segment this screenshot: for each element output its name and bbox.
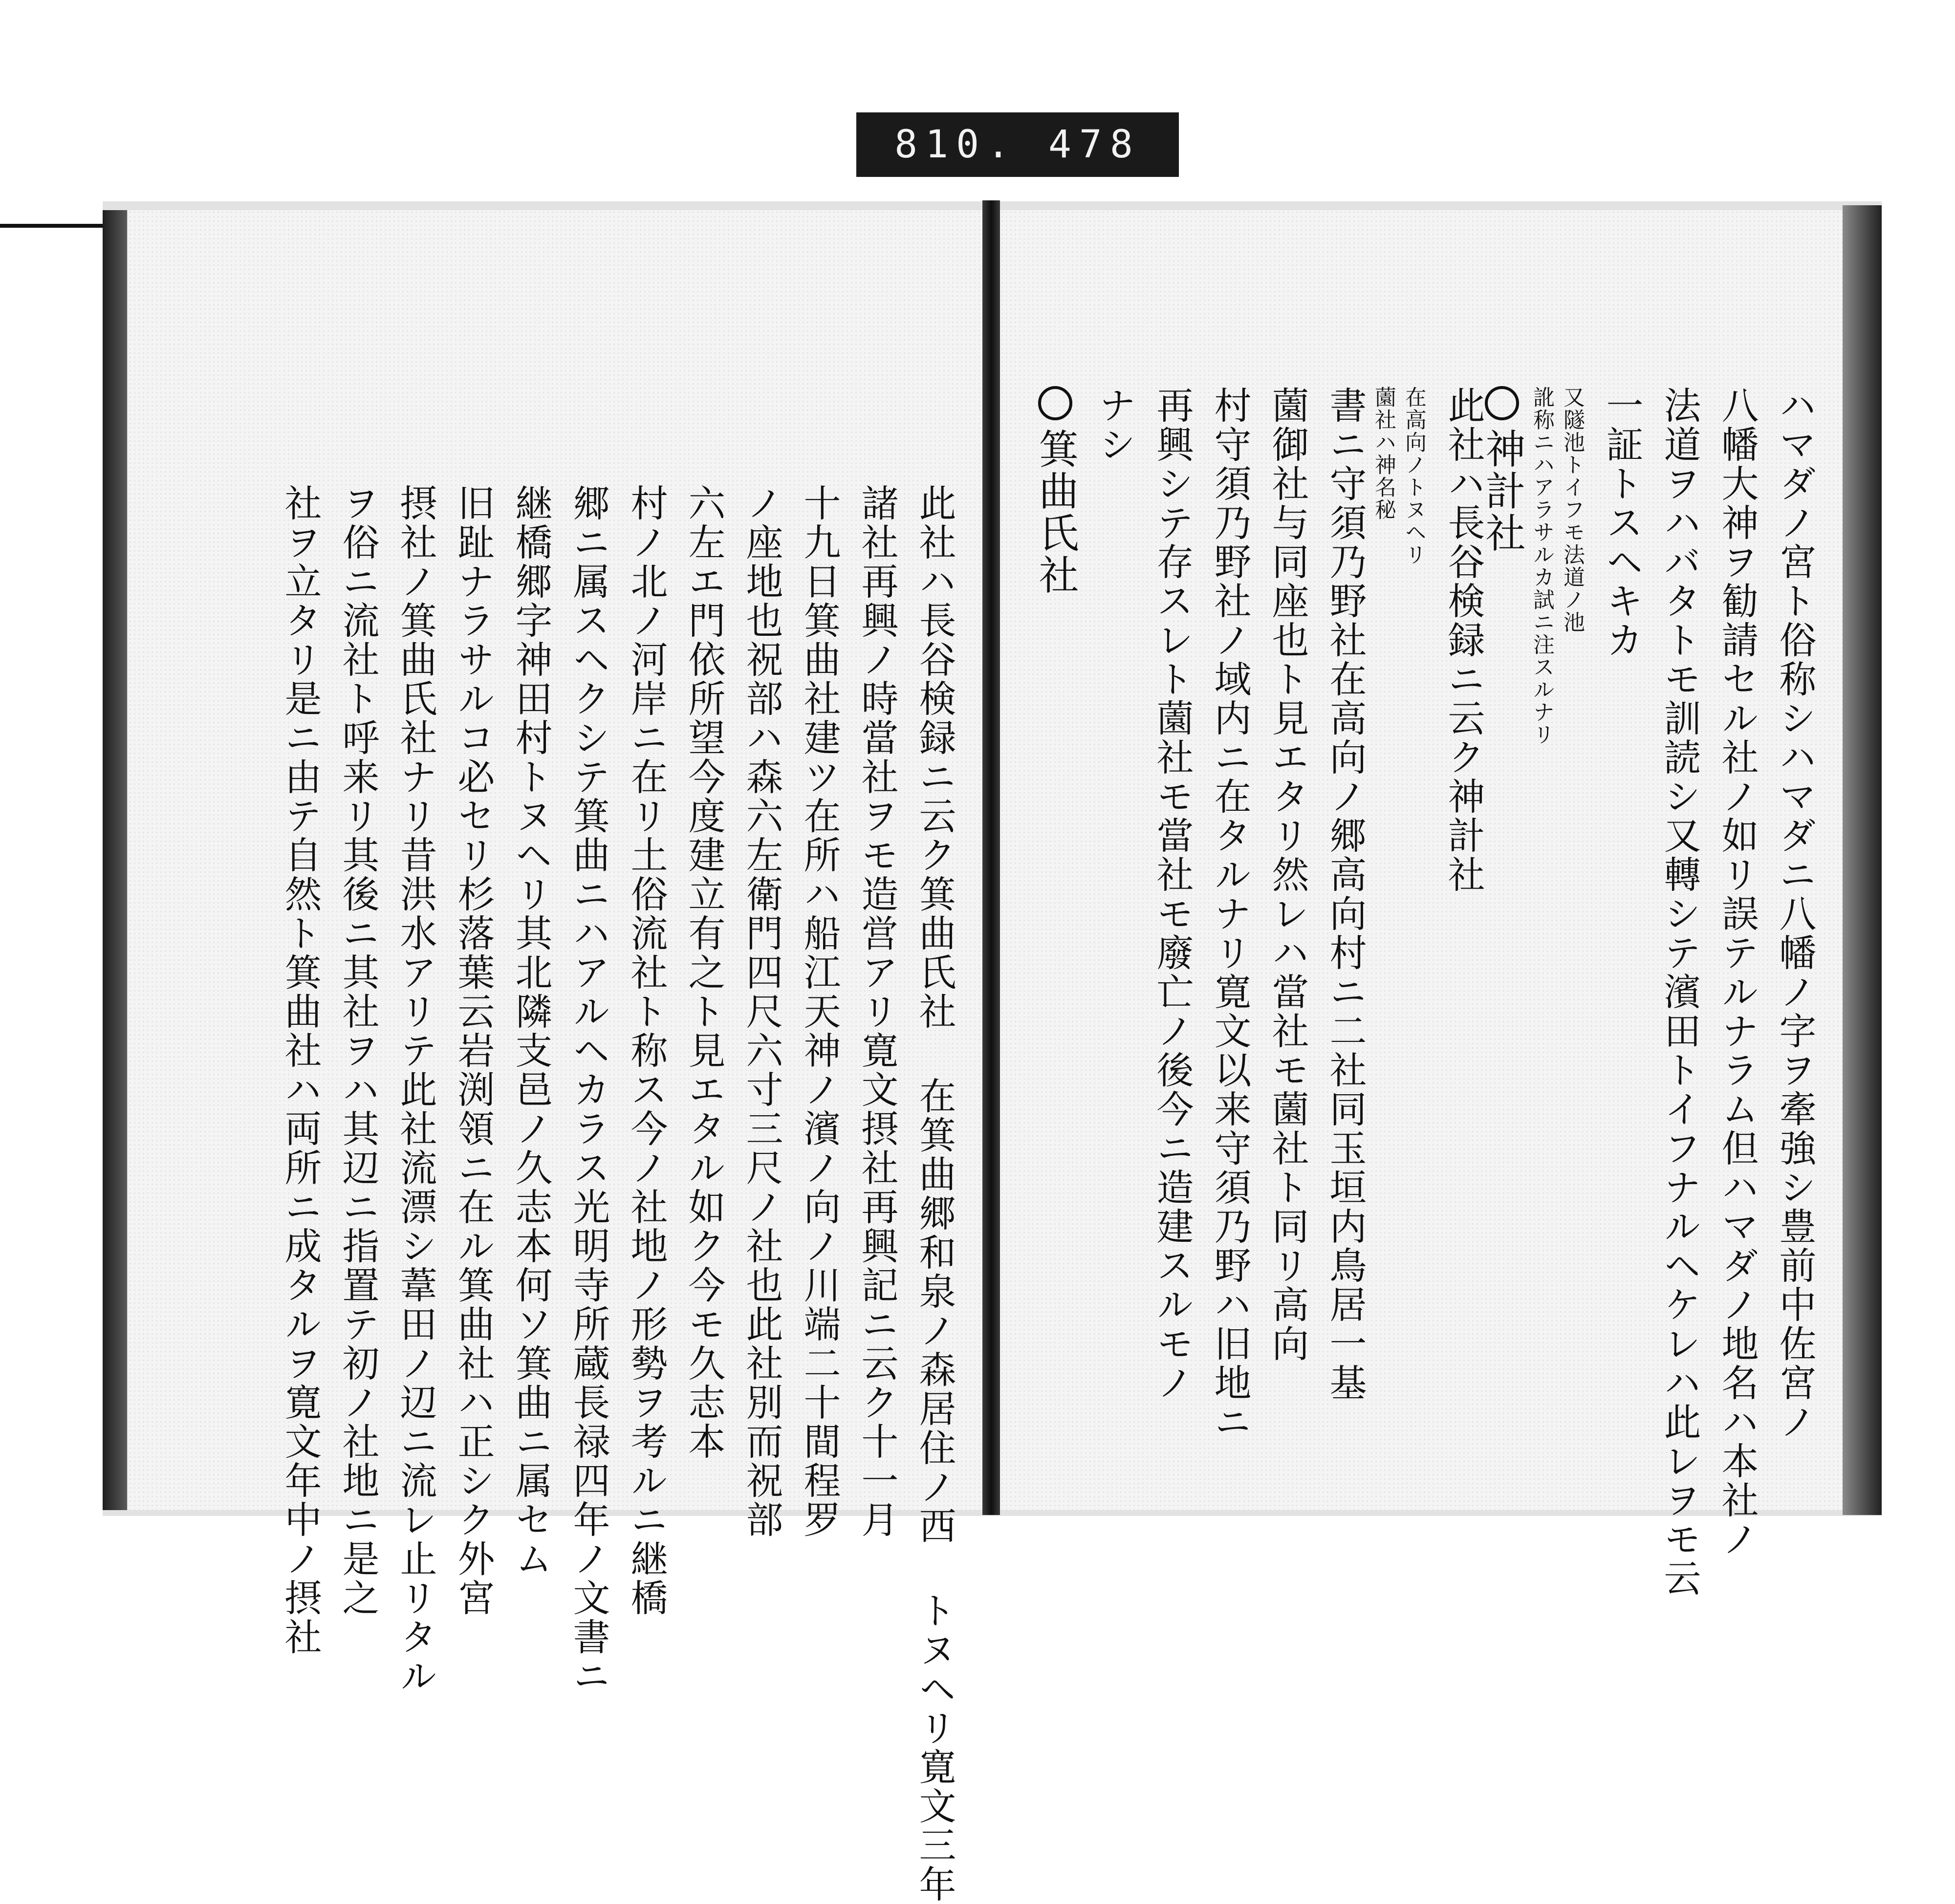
text-column: 此社ハ長谷検録ニ云ク神計社 [1442, 386, 1485, 894]
section-heading-minowa [1032, 386, 1079, 596]
text-column: 十九日箕曲社建ツ在所ハ船江天神ノ濱ノ向ノ川端二十間程罗 [798, 484, 841, 1539]
text-column: 一証トスヘキカ [1600, 386, 1644, 660]
section-heading-jinkei [1479, 386, 1525, 554]
book-edge-left [103, 210, 127, 1510]
section-title: 神計社 [1479, 428, 1525, 554]
annotation-column: 訛称ニハアラサルカ試ニ注スルナリ [1529, 386, 1554, 746]
text-column: 継橋郷字神田村トヌヘリ其北隣支邑ノ久志本何ソ箕曲ニ属セム [509, 484, 553, 1579]
annotation-column: 在高向ノトヌヘリ [1401, 386, 1426, 566]
text-column: 摂社ノ箕曲氏社ナリ昔洪水アリテ此社流漂シ葦田ノ辺ニ流レ止リタル [394, 484, 437, 1696]
left-page [128, 210, 982, 1904]
text-column: 書ニ守須乃野社在高向ノ郷高向村ニ二社同玉垣内鳥居一基 [1324, 386, 1367, 1403]
text-column: 村ノ北ノ河岸ニ在リ土俗流社ト称ス今ノ社地ノ形勢ヲ考ルニ継橋 [625, 484, 668, 1618]
circle-mark-icon [1485, 386, 1519, 420]
text-column: ハマダノ宮ト俗称シハマダニ八幡ノ字ヲ牽強シ豊前中佐宮ノ [1773, 386, 1817, 1442]
section-title: 箕曲氏社 [1032, 428, 1079, 596]
text-column: ナシ [1093, 386, 1136, 464]
left-page-text [157, 210, 956, 1904]
right-page [1000, 210, 1843, 1598]
book-edge-right [1843, 205, 1882, 1515]
text-column: 村守須乃野社ノ域内ニ在タルナリ寛文以来守須乃野ハ旧地ニ [1208, 386, 1252, 1442]
text-column: 旧趾ナラサルコ必セリ杉落葉云岩渕領ニ在ル箕曲社ハ正シク外宮 [452, 484, 495, 1618]
text-column: 社ヲ立タリ是ニ由テ自然ト箕曲社ハ両所ニ成タルヲ寛文年中ノ摂社 [279, 484, 322, 1657]
text-column: 郷ニ属スヘクシテ箕曲ニハアルヘカラス光明寺所蔵長禄四年ノ文書ニ [567, 484, 610, 1696]
text-column: ノ座地也祝部ハ森六左衛門四尺六寸三尺ノ社也此社別而祝部 [740, 484, 783, 1539]
text-column: 再興シテ存スレト薗社モ當社モ廢亡ノ後今ニ造建スルモノ [1151, 386, 1194, 1403]
annotation-column: 又隧池トイフモ法道ノ池 [1560, 386, 1585, 633]
text-column: 六左エ門依所望今度建立有之ト見エタル如ク今モ久志本 [682, 484, 726, 1461]
text-column: 法道ヲハバタトモ訓読シ又轉シテ濱田トイフナルヘケレハ此レヲモ云 [1658, 386, 1701, 1598]
text-column: ヲ俗ニ流社ト呼来リ其後ニ其社ヲハ其辺ニ指置テ初ノ社地ニ是之 [336, 484, 380, 1618]
text-column: 此社ハ長谷検録ニ云ク箕曲氏社 在箕曲郷和泉ノ森居住ノ西 トヌヘリ寛文三年 [913, 484, 956, 1904]
text-column: 薗御社与同座也ト見エタリ然レハ當社モ薗社ト同リ高向 [1266, 386, 1309, 1363]
microfilm-label: 810. 478 [856, 112, 1179, 177]
text-column: 八幡大神ヲ勧請セル社ノ如リ誤テルナラム但ハマダノ地名ハ本社ノ [1716, 386, 1759, 1559]
book-gutter [982, 200, 1000, 1515]
right-page-text [1020, 210, 1817, 1598]
circle-mark-icon [1038, 386, 1072, 420]
annotation-column: 薗社ハ神名秘 [1371, 386, 1396, 521]
text-column: 諸社再興ノ時當社ヲモ造営アリ寛文摂社再興記ニ云ク十一月 [855, 484, 899, 1539]
